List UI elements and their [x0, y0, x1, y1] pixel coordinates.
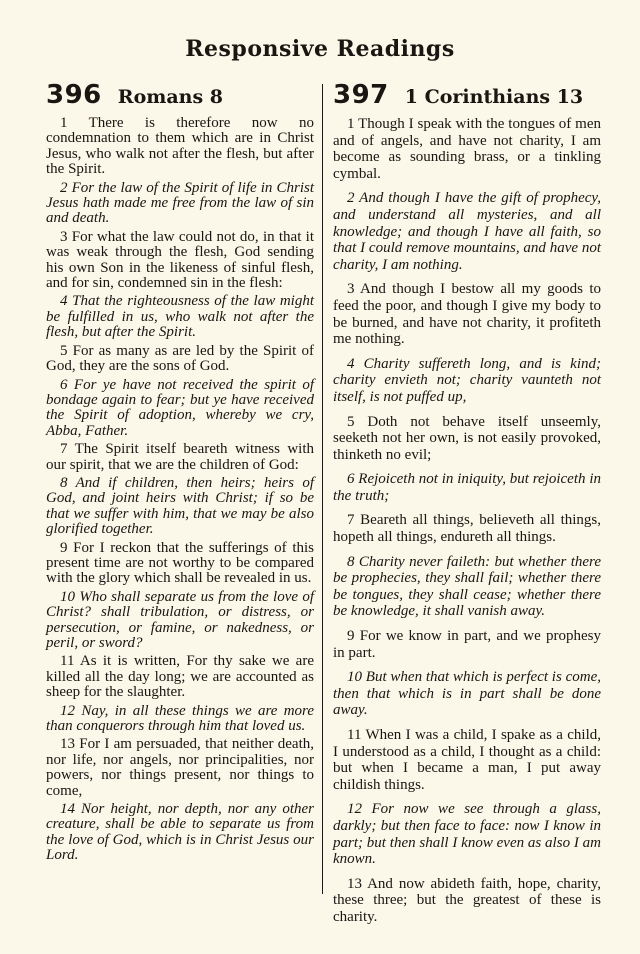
verse: 11 As it is written, For thy sake we are killed all the day long; we are accounted as sheep for the slaughter.	[46, 653, 314, 701]
verse-list	[46, 116, 314, 864]
page-header: Responsive Readings	[185, 36, 455, 62]
reading-book: Romans 8	[117, 86, 224, 108]
verse: 2 And though I have the gift of prophecy, and understand all mysteries, and all knowledge; and though I have all faith, so that I could remove mountains, and have not charity, I am nothing.	[333, 190, 601, 273]
verse: 4 Charity suffereth long, and is kind; charity envieth not; charity vaunteth not itself, is not puffed up,	[333, 355, 601, 405]
verse: 9 For we know in part, and we prophesy in part.	[333, 628, 601, 661]
verse: 11 When I was a child, I spake as a child, I understood as a child, I thought as a child: but when I became a man, I put away childish things.	[333, 727, 601, 793]
verse: 7 The Spirit itself beareth witness with our spirit, that we are the children of God:	[46, 441, 314, 473]
verse: 6 For ye have not received the spirit of bondage again to fear; but ye have received the Spirit of adoption, whereby we cry, Abba, Father.	[46, 376, 314, 439]
reading-heading	[333, 80, 601, 110]
verse: 13 And now abideth faith, hope, charity, these three; but the greatest of these is charity.	[333, 875, 601, 925]
verse: 6 Rejoiceth not in iniquity, but rejoiceth in the truth;	[333, 471, 601, 504]
verse: 12 For now we see through a glass, darkly; but then face to face: now I know in part; but then shall I know even as also I am known.	[333, 801, 601, 868]
verse: 8 Charity never faileth: but whether there be prophecies, they shall fail; whether there be tongues, they shall cease; whether there be knowledge, it shall vanish away.	[333, 553, 601, 620]
verse: 12 Nay, in all these things we are more than conquerors through him that loved us.	[46, 702, 314, 735]
verse: 1 There is therefore now no condemnation to them which are in Christ Jesus, who walk not after the flesh, but after the Spirit.	[46, 115, 314, 178]
verse: 9 For I reckon that the sufferings of this present time are not worthy to be compared with the glory which shall be revealed in us.	[46, 539, 314, 587]
verse: 7 Beareth all things, believeth all things, hopeth all things, endureth all things.	[333, 512, 601, 546]
verse: 5 Doth not behave itself unseemly, seeketh not her own, is not easily provoked, thinketh no evil;	[333, 413, 601, 463]
reading-number: 396	[46, 80, 102, 110]
verse: 8 And if children, then heirs; heirs of God, and joint heirs with Christ; if so be that we suffer with him, that we may be also glorified together.	[46, 474, 314, 538]
reading-book: 1 Corinthians 13	[404, 86, 584, 108]
reading-number: 397	[333, 80, 389, 110]
verse: 14 Nor height, nor depth, nor any other creature, shall be able to separate us from the love of God, which is in Christ Jesus our Lord.	[46, 801, 314, 864]
reading-396	[46, 80, 314, 914]
verse: 13 For I am persuaded, that neither death, nor life, nor angels, nor principalities, nor powers, nor things present, nor things to come,	[46, 736, 314, 799]
reading-heading	[46, 80, 314, 110]
reading-397	[333, 80, 601, 925]
verse-list	[333, 116, 601, 926]
verse: 1 Though I speak with the tongues of men and of angels, and have not charity, I am become as sounding brass, or a tinkling cymbal.	[333, 116, 601, 182]
column-divider	[322, 84, 323, 894]
verse: 5 For as many as are led by the Spirit of God, they are the sons of God.	[46, 342, 314, 375]
verse: 10 Who shall separate us from the love of Christ? shall tribulation, or distress, or persecution, or famine, or nakedness, or peril, or sword?	[46, 588, 314, 651]
verse: 10 But when that which is perfect is come, then that which is in part shall be done away.	[333, 669, 601, 719]
verse: 3 And though I bestow all my goods to feed the poor, and though I give my body to be burned, and have not charity, it profiteth me nothing.	[333, 281, 601, 348]
verse: 2 For the law of the Spirit of life in Christ Jesus hath made me free from the law of sin and death.	[46, 179, 314, 227]
verse: 3 For what the law could not do, in that it was weak through the flesh, God sending his own Son in the likeness of sinful flesh, and for sin, condemned sin in the flesh:	[46, 228, 314, 292]
verse: 4 That the righteousness of the law might be fulfilled in us, who walk not after the flesh, but after the Spirit.	[46, 293, 314, 341]
